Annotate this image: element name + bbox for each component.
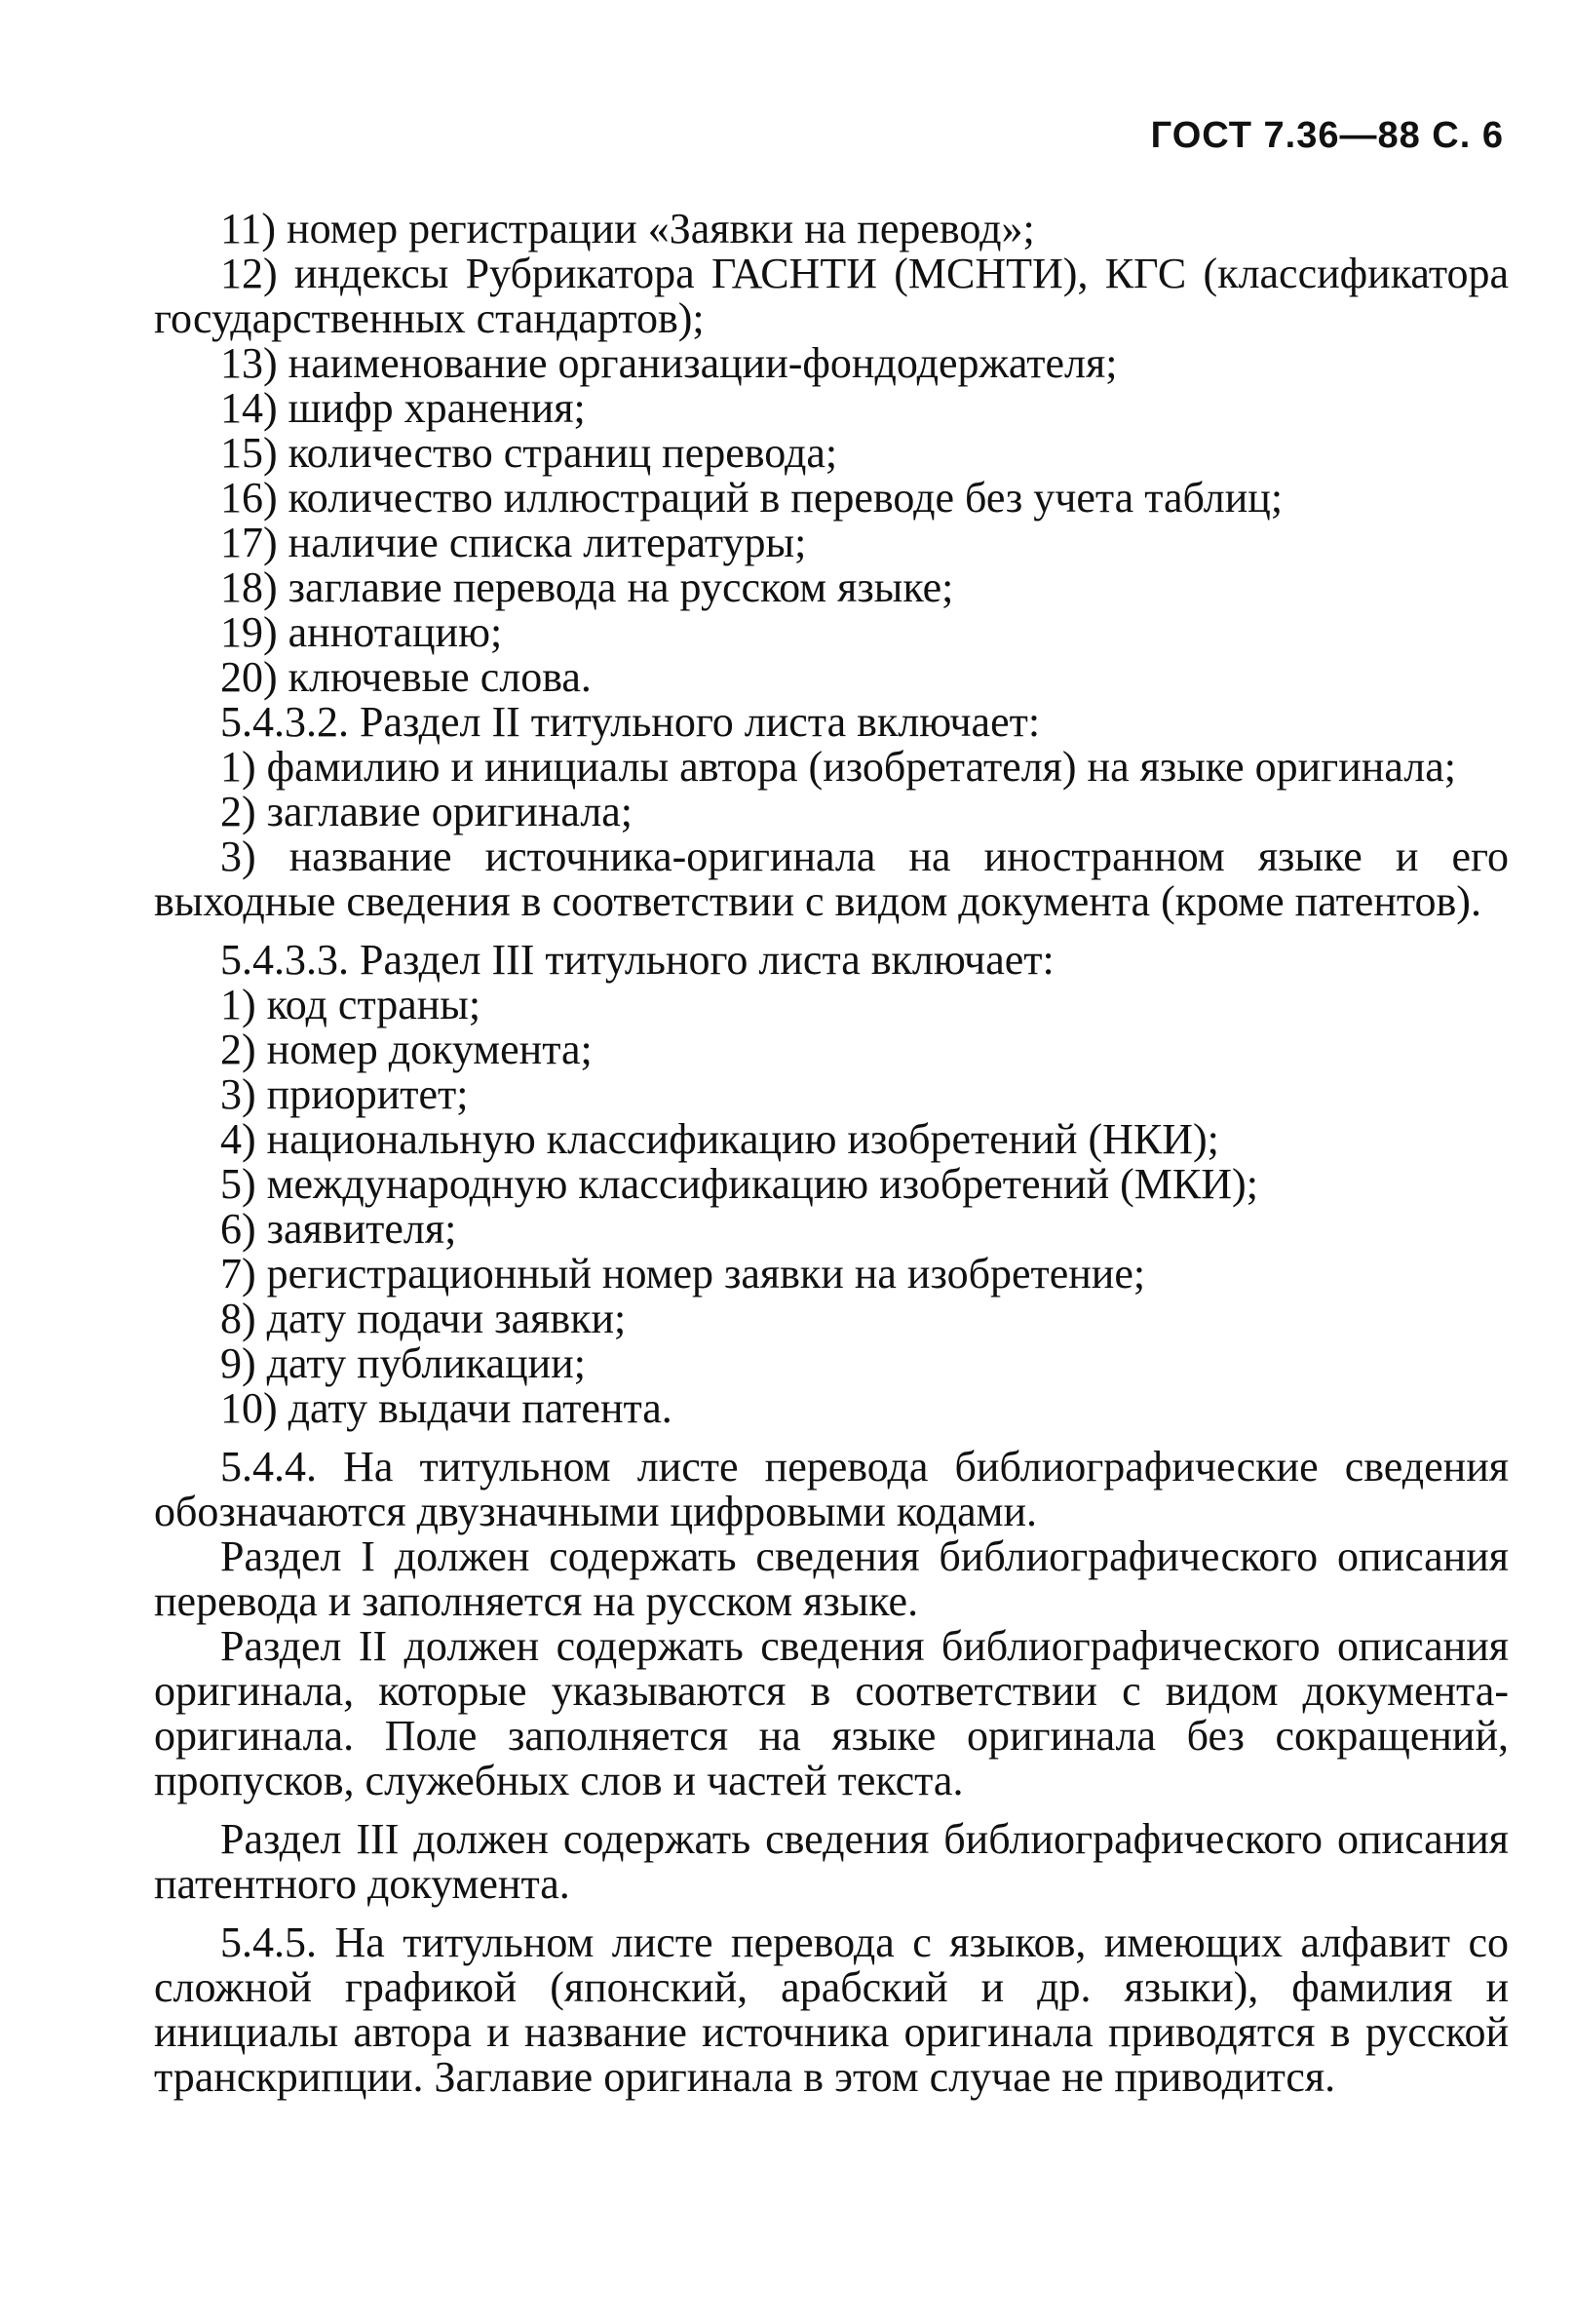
list-item: 6) заявителя;: [220, 1205, 457, 1253]
list-item: 3) название источника-оригинала на иностранном языке и его выходные сведения в соответствии с видом документа (кроме патентов).: [154, 833, 1509, 925]
list-item: 3) приоритет;: [220, 1070, 469, 1118]
list-item: 18) заглавие перевода на русском языке;: [220, 563, 954, 611]
list-item: 2) заглавие оригинала;: [220, 788, 633, 835]
list-item: 1) код страны;: [220, 981, 481, 1028]
paragraph: Раздел I должен содержать сведения библиографического описания перевода и заполняется на русском языке.: [154, 1532, 1509, 1625]
list-item: 14) шифр хранения;: [220, 384, 586, 432]
list-item: 12) индексы Рубрикатора ГАСНТИ (МСНТИ), КГС (классификатора государственных стандартов);: [154, 250, 1509, 342]
list-item: 17) наличие списка литературы;: [220, 519, 807, 566]
list-item: 13) наименование организации-фондодержателя;: [220, 339, 1118, 387]
document-body: [154, 207, 1509, 2100]
list-item: 4) национальную классификацию изобретений (НКИ);: [220, 1115, 1219, 1163]
paragraph: Раздел II должен содержать сведения библиографического описания оригинала, которые указываются в соответствии с видом документа-оригинала. Поле заполняется на языке оригинала без сокращений, пропусков, служебных слов и частей текста.: [154, 1622, 1509, 1804]
list-item: 10) дату выдачи патента.: [220, 1384, 672, 1432]
list-item: 19) аннотацию;: [220, 608, 503, 656]
list-item: 16) количество иллюстраций в переводе без учета таблиц;: [220, 474, 1284, 522]
section-heading: 5.4.3.2. Раздел II титульного листа включает:: [220, 698, 1041, 746]
paragraph: 5.4.5. На титульном листе перевода с языков, имеющих алфавит со сложной графикой (японский, арабский и др. языки), фамилия и инициалы автора и название источника оригинала приводятся в русской транскрипции. Заглавие оригинала в этом случае не приводится.: [154, 1918, 1509, 2101]
list-item: 7) регистрационный номер заявки на изобретение;: [220, 1250, 1146, 1298]
paragraph: 5.4.4. На титульном листе перевода библиографические сведения обозначаются двузначными цифровыми кодами.: [154, 1443, 1509, 1535]
list-item: 20) ключевые слова.: [220, 653, 592, 701]
list-item: 2) номер документа;: [220, 1026, 593, 1073]
page-header: ГОСТ 7.36—88 С. 6: [1150, 115, 1504, 156]
list-item: 15) количество страниц перевода;: [220, 429, 838, 477]
section-heading: 5.4.3.3. Раздел III титульного листа включает:: [220, 936, 1055, 984]
list-item: 8) дату подачи заявки;: [220, 1295, 627, 1342]
list-item: 9) дату публикации;: [220, 1339, 586, 1387]
list-item: 1) фамилию и инициалы автора (изобретателя) на языке оригинала;: [220, 743, 1456, 791]
paragraph: Раздел III должен содержать сведения библиографического описания патентного документа.: [154, 1815, 1509, 1908]
list-item: 5) международную классификацию изобретений (МКИ);: [220, 1160, 1258, 1208]
list-item: 11) номер регистрации «Заявки на перевод»;: [220, 205, 1035, 252]
